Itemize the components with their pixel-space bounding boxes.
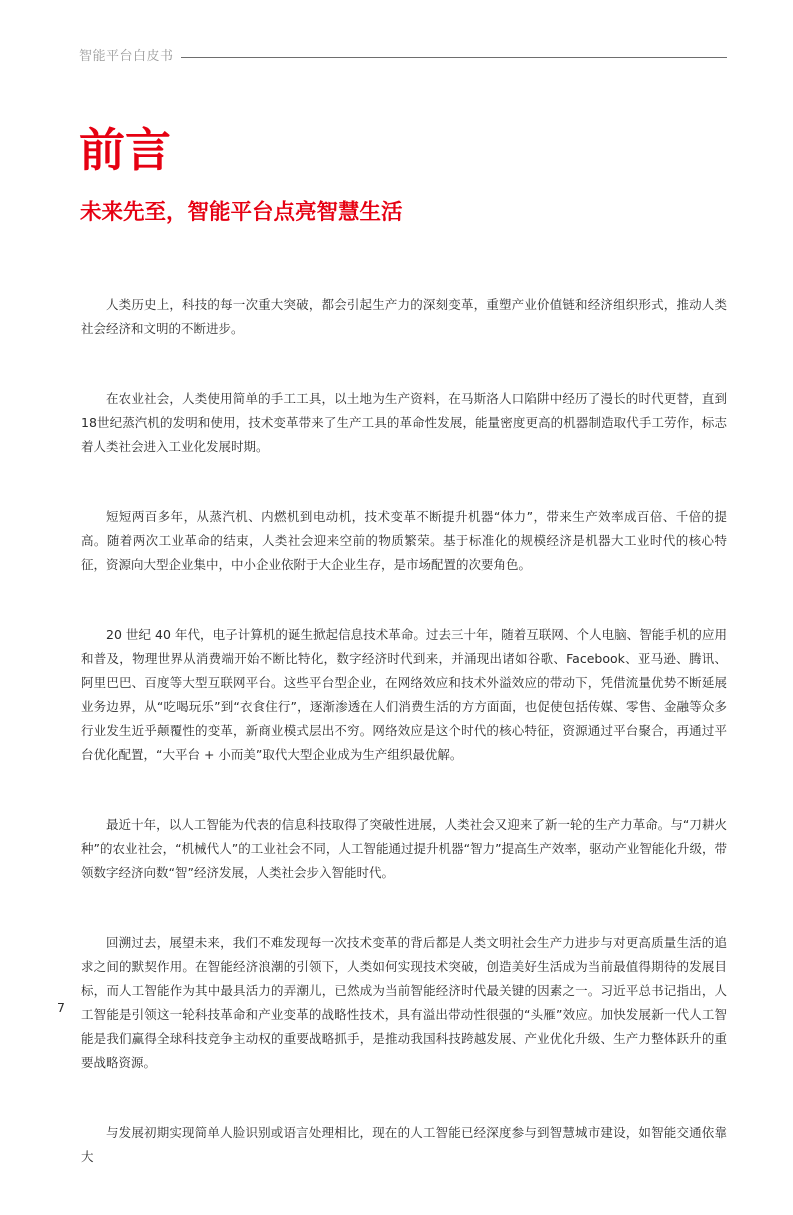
paragraph: 人类历史上，科技的每一次重大突破，都会引起生产力的深刻变革，重塑产业价值链和经济组织形式，推动人类社会经济和文明的不断进步。 [81,297,727,336]
paragraph: 回溯过去，展望未来，我们不难发现每一次技术变革的背后都是人类文明社会生产力进步与对更高质量生活的追求之间的默契作用。在智能经济浪潮的引领下，人类如何实现技术突破，创造美好生活成为当前最值得期待的发展目标，而人工智能作为其中最具活力的弄潮儿，已然成为当前智能经济时代最关键的因素之一。习近平总书记指出，人工智能是引领这一轮科技革命和产业变革的战略性技术，具有溢出带动性很强的“头雁”效应。加快发展新一代人工智能是我们赢得全球科技竞争主动权的重要战略抓手，是推动我国科技跨越发展、产业优化升级、生产力整体跃升的重要战略资源。 [81,935,727,1070]
paragraph: 短短两百多年，从蒸汽机、内燃机到电动机，技术变革不断提升机器“体力”，带来生产效率成百倍、千倍的提高。随着两次工业革命的结束，人类社会迎来空前的物质繁荣。基于标准化的规模经济是机器大工业时代的核心特征，资源向大型企业集中，中小企业依附于大企业生存，是市场配置的次要角色。 [81,509,727,572]
page-title: 前言 [79,123,171,177]
header-title: 智能平台白皮书 [79,49,174,64]
header-rule [181,57,727,58]
paragraph: 20 世纪 40 年代，电子计算机的诞生掀起信息技术革命。过去三十年，随着互联网、个人电脑、智能手机的应用和普及，物理世界从消费端开始不断比特化，数字经济时代到来，并涌现出诸如谷歌、Facebook、亚马逊、腾讯、阿里巴巴、百度等大型互联网平台。这些平台型企业，在网络效应和技术外溢效应的带动下，凭借流量优势不断延展业务边界，从“吃喝玩乐”到“衣食住行”，逐渐渗透在人们消费生活的方方面面，也促使包括传媒、零售、金融等众多行业发生近乎颠覆性的变革，新商业模式层出不穷。网络效应是这个时代的核心特征，资源通过平台聚合，再通过平台优化配置，“大平台 + 小而美”取代大型企业成为生产组织最优解。 [81,627,727,762]
paragraph: 最近十年，以人工智能为代表的信息科技取得了突破性进展，人类社会又迎来了新一轮的生产力革命。与“刀耕火种”的农业社会，“机械代人”的工业社会不同，人工智能通过提升机器“智力”提高生产效率，驱动产业智能化升级，带领数字经济向数“智”经济发展，人类社会步入智能时代。 [81,817,727,880]
paragraph: 在农业社会，人类使用简单的手工工具，以土地为生产资料，在马斯洛人口陷阱中经历了漫长的时代更替，直到18世纪蒸汽机的发明和使用，技术变革带来了生产工具的革命性发展，能量密度更高的机器制造取代手工劳作，标志着人类社会进入工业化发展时期。 [81,391,727,454]
page-header [79,48,727,66]
page-subtitle: 未来先至，智能平台点亮智慧生活 [80,200,403,225]
page-number: 7 [57,1000,65,1015]
paragraph: 与发展初期实现简单人脸识别或语言处理相比，现在的人工智能已经深度参与到智慧城市建设，如智能交通依靠大 [81,1125,727,1164]
